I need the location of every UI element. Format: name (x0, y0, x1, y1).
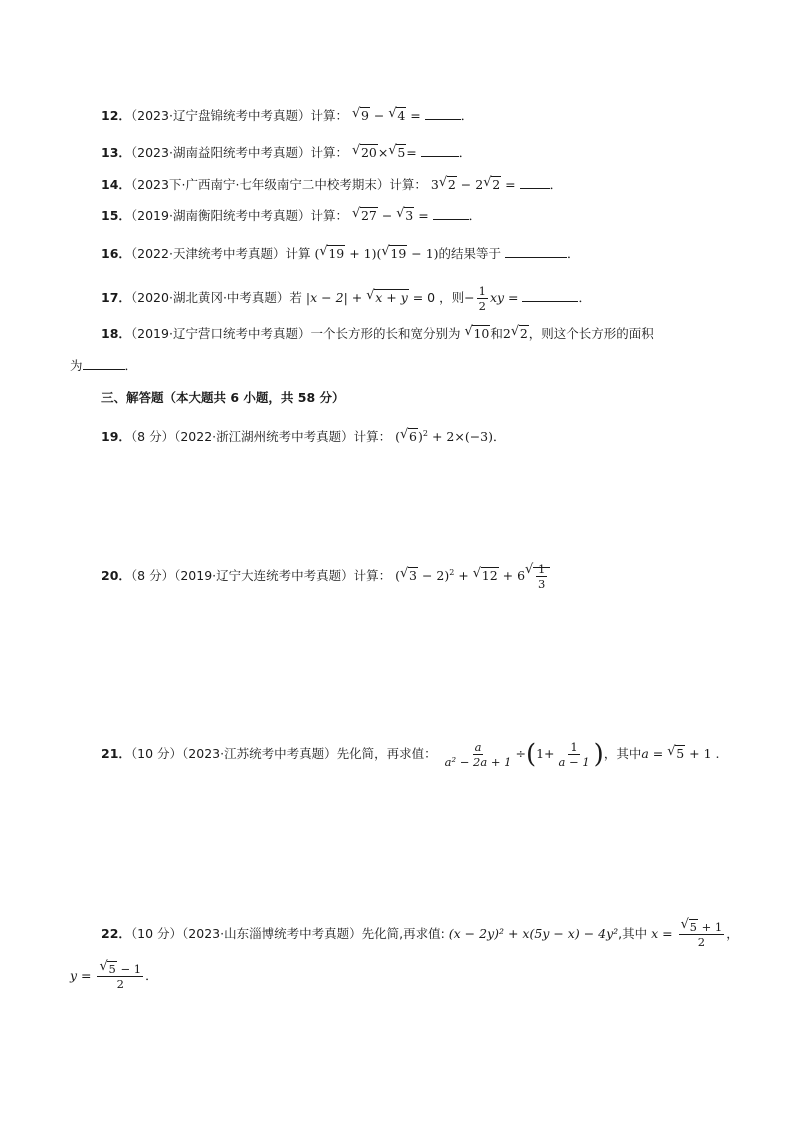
question-18-continuation: 为 ． (70, 358, 138, 373)
math-expression: √ 9 − √ 4 = (351, 106, 425, 123)
answer-blank[interactable] (522, 289, 578, 302)
question-score: （8 分） (130, 429, 175, 445)
question-number: 19． (101, 429, 131, 445)
question-text: 计算： (310, 108, 348, 123)
question-source: （2023·辽宁盘锦统考中考真题） (130, 108, 311, 123)
question-source: （2023下·广西南宁·七年级南宁二中校考期末） (130, 177, 390, 192)
math-expression: $\frac{a}{\text{a² − 2a + 1}}$ ÷(1+ $\frac{1}{a - 1}$ ) (444, 739, 604, 770)
question-score: （8 分） (130, 568, 175, 583)
question-text: 计算： (353, 568, 392, 583)
math-expression: − $\frac{1}{2}$ xy = (464, 284, 523, 313)
question-text: 若 (289, 290, 302, 305)
question-number: 16． (101, 246, 131, 261)
question-number: 14． (101, 177, 131, 192)
question-number: 15． (101, 208, 131, 223)
question-21: 21．（10 分）（2023·江苏统考中考真题）先化简，再求值： $\frac{a}{\text{a² − 2a + 1}}$ ÷(1+ $\frac{1}{a - 1}$ )，其中a = √ 5 + 1 . (101, 739, 720, 770)
question-number: 22． (101, 926, 131, 941)
answer-blank[interactable] (421, 144, 459, 157)
math-expression: ( √ 3 − 2)$^2$ + √ 12 + 6 √ $\frac{1}{3}$ (395, 568, 550, 583)
math-expression: √ 10 (464, 324, 490, 341)
question-number: 21． (101, 746, 131, 761)
question-source: （2020·湖北黄冈·中考真题） (130, 290, 290, 305)
question-12: 12．（2023·辽宁盘锦统考中考真题）计算： √ 9 − √ 4 = ． (101, 106, 474, 123)
question-number: 13． (101, 145, 131, 160)
question-text: 计算： (310, 145, 348, 160)
question-tail: 的结果等于 (438, 246, 502, 261)
question-source: （2022·浙江湖州统考中考真题） (174, 429, 354, 445)
math-expression: |x − 2| + √ x + y (305, 288, 408, 305)
question-number: 17． (101, 290, 131, 305)
question-number: 12． (101, 108, 131, 123)
question-source: （2019·湖南衡阳统考中考真题） (130, 208, 311, 223)
question-text: 计算： (310, 208, 348, 223)
question-text: 先化简,再求值: (361, 926, 449, 941)
math-expression: ( √ 6)$^2$ + 2×(−3) (395, 427, 493, 445)
question-22-continuation: y = √ 5 − 1 2 ． (70, 959, 158, 991)
answer-blank[interactable] (425, 107, 461, 120)
question-source: （2019·辽宁大连统考中考真题） (174, 568, 354, 583)
question-text: 先化简，再求值： (336, 746, 437, 761)
answer-blank[interactable] (433, 207, 469, 220)
question-source: （2023·山东淄博统考中考真题） (182, 926, 362, 941)
question-text: 计算： (389, 177, 427, 192)
section-heading: 三、解答题（本大题共 6 小题，共 58 分） (101, 390, 345, 405)
math-expression: a = √ 5 + 1 . (641, 744, 720, 761)
math-expression: ( √ 19 + 1)( √ 19 − 1) (314, 244, 439, 261)
question-15: 15．（2019·湖南衡阳统考中考真题）计算： √ 27 − √ 3 = ． (101, 206, 482, 223)
question-text: 计算： (353, 429, 392, 445)
question-19: 19．（8 分）（2022·浙江湖州统考中考真题）计算： ( √ 6)$^2$ + 2×(−3)． (101, 427, 506, 445)
question-20 (101, 562, 550, 591)
question-14: 14．（2023下·广西南宁·七年级南宁二中校考期末）计算： 3 √ 2 − 2 √ 2 = ． (101, 175, 563, 192)
math-expression: 3 √ 2 − 2 √ 2 = (430, 175, 516, 192)
math-expression: √ 27 − √ 3 = (351, 206, 433, 223)
math-expression: 2 √ 2 (502, 324, 528, 341)
question-16: 16．（2022·天津统考中考真题）计算 ( √ 19 + 1)( √ 19 − 1)的结果等于 ． (101, 244, 580, 261)
question-source: （2023·江苏统考中考真题） (182, 746, 337, 761)
math-expression: (x − 2y)² + x(5y − x) − 4y² (448, 926, 619, 941)
question-text: 一个长方形的长和宽分别为 (310, 326, 461, 341)
answer-blank[interactable] (83, 357, 125, 370)
math-expression: y = √ 5 − 1 2 (70, 959, 142, 991)
question-13: 13．（2023·湖南益阳统考中考真题）计算： √ 20× √ 5= ． (101, 143, 472, 160)
question-18: 18．（2019·辽宁营口统考中考真题）一个长方形的长和宽分别为 √ 10和2 √ 2，则这个长方形的面积 (101, 324, 654, 341)
answer-blank[interactable] (505, 245, 567, 258)
question-22: 22．（10 分）（2023·山东淄博统考中考真题）先化简,再求值: (x − 2y)² + x(5y − x) − 4y²,其中 x = √ 5 + 1 2 ， (101, 917, 739, 949)
question-number: 20． (101, 568, 131, 583)
question-text: 计算 (285, 246, 311, 261)
question-number: 18． (101, 326, 131, 341)
question-17: 17．（2020·湖北黄冈·中考真题）若 |x − 2| + √ x + y = 0 ，则− $\frac{1}{2}$ xy = ． (101, 284, 591, 313)
answer-blank[interactable] (520, 176, 550, 189)
question-score: （10 分） (130, 746, 183, 761)
math-expression: √ 20× √ 5= (351, 143, 417, 160)
question-source: （2022·天津统考中考真题） (130, 246, 286, 261)
question-source: （2023·湖南益阳统考中考真题） (130, 145, 311, 160)
question-score: （10 分） (130, 926, 183, 941)
question-source: （2019·辽宁营口统考中考真题） (130, 326, 311, 341)
math-expression: x = √ 5 + 1 2 (651, 917, 723, 949)
